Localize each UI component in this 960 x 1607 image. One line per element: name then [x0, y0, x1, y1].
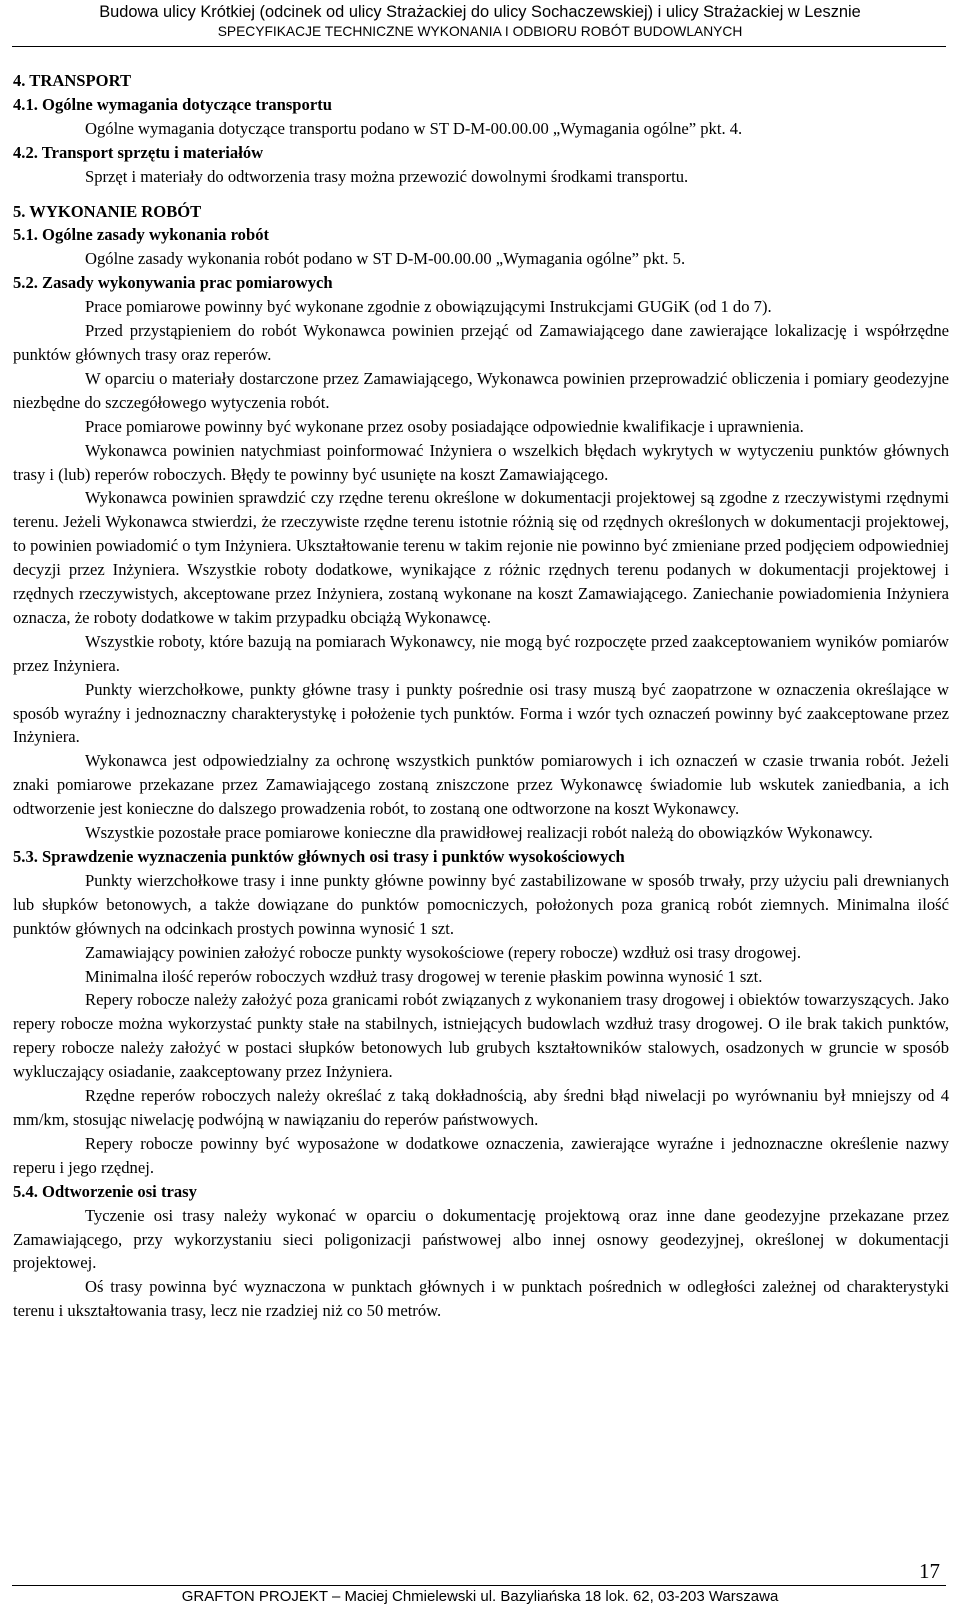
body-paragraph: Tyczenie osi trasy należy wykonać w oparciu o dokumentację projektową oraz inne dane geodezyjne przekazane przez Zamawiającego, przy wykorzystaniu sieci poligonizacji państwowej albo innej osnowy geodezyjnej, określonej w dokumentacji projektowej.	[13, 1205, 949, 1273]
section-heading: 4.2. Transport sprzętu i materiałów	[13, 142, 264, 162]
section-heading: 5.2. Zasady wykonywania prac pomiarowych	[13, 273, 333, 293]
body-line: Sprzęt i materiały do odtworzenia trasy można przewozić dowolnymi środkami transportu.	[85, 166, 689, 186]
body-paragraph: Repery robocze powinny być wyposażone w dodatkowe oznaczenia, zawierające wyraźne i jednoznaczne określenie nazwy reperu i jego rzędnej.	[13, 1133, 949, 1177]
body-paragraph: W oparciu o materiały dostarczone przez Zamawiającego, Wykonawca powinien przeprowadzić obliczenia i pomiary geodezyjne niezbędne do szczegółowego wytyczenia robót.	[13, 368, 949, 412]
document-subtitle: SPECYFIKACJE TECHNICZNE WYKONANIA I ODBIORU ROBÓT BUDOWLANYCH	[217, 24, 743, 39]
section-heading: 5.3. Sprawdzenie wyznaczenia punktów głównych osi trasy i punktów wysokościowych	[13, 847, 625, 866]
section-heading: 5. WYKONANIE ROBÓT	[13, 201, 202, 221]
body-paragraph: Wykonawca powinien sprawdzić czy rzędne terenu określone w dokumentacji projektowej są zgodne z rzeczywistymi rzędnymi terenu. Jeżeli Wykonawca stwierdzi, że rzeczywiste rzędne terenu istotnie różnią się od rzędnych określonych w dokumentacji projektowej, to powinien powiadomić o tym Inżyniera. Ukształtowanie terenu w takim rejonie nie powinno być zmieniane przed podjęciem odpowiedniej decyzji przez Inżyniera. Wszystkie roboty dodatkowe, wynikające z różnic rzędnych terenu podanych w dokumentacji projektowej i rzędnych rzeczywistych, akceptowane przez Inżyniera, zostaną wykonane na koszt Zamawiającego. Zaniechanie powiadomienia Inżyniera oznacza, że roboty dodatkowe w takim przypadku obciążą Wykonawcę.	[13, 488, 949, 627]
body-paragraph: Minimalna ilość reperów roboczych wzdłuż trasy drogowej w terenie płaskim powinna wynosić 1 szt.	[85, 966, 763, 986]
section-heading: 4. TRANSPORT	[13, 71, 132, 90]
body-paragraph: Wykonawca powinien natychmiast poinformować Inżyniera o wszelkich błędach wykrytych w wytyczeniu punktów głównych trasy i (lub) reperów roboczych. Błędy te powinny być usunięte na koszt Zamawiającego.	[13, 440, 949, 484]
body-paragraph: Wszystkie roboty, które bazują na pomiarach Wykonawcy, nie mogą być rozpoczęte przed zaakceptowaniem wyników pomiarów przez Inżyniera.	[13, 631, 949, 675]
body-paragraph: Oś trasy powinna być wyznaczona w punktach głównych i w punktach pośrednich w odległości zależnej od charakterystyki terenu i ukształtowania trasy, lecz nie rzadziej niż co 50 metrów.	[13, 1277, 949, 1321]
page-header	[0, 0, 960, 41]
body-paragraph: Przed przystąpieniem do robót Wykonawca powinien przejąć od Zamawiającego dane zawierające lokalizację i współrzędne punktów głównych trasy oraz reperów.	[13, 321, 949, 364]
body-paragraph: Punkty wierzchołkowe, punkty główne trasy i punkty pośrednie osi trasy muszą być zaopatrzone w oznaczenia określające w sposób wyraźny i jednoznaczny charakterystykę i położenie tych punktów. Forma i wzór tych oznaczeń powinny być zaakceptowane przez Inżyniera.	[13, 679, 949, 747]
page-footer: GRAFTON PROJEKT – Maciej Chmielewski ul. Bazyliańska 18 lok. 62, 03-203 Warszawa	[181, 1588, 779, 1605]
body-paragraph: Punkty wierzchołkowe trasy i inne punkty główne powinny być zastabilizowane w sposób trwały, przy użyciu pali drewnianych lub słupków betonowych, a także dowiązane do punktów pomocniczych, położonych poza granicą robót ziemnych. Minimalna ilość punktów głównych na odcinkach prostych powinna wynosić 1 szt.	[13, 870, 949, 938]
footer-divider	[12, 1585, 946, 1586]
section-heading: 4.1. Ogólne wymagania dotyczące transportu	[13, 94, 332, 114]
page-number: 17	[919, 1559, 940, 1583]
body-line: Ogólne zasady wykonania robót podano w ST D-M-00.00.00 „Wymagania ogólne” pkt. 5.	[85, 249, 686, 269]
body-paragraph: Prace pomiarowe powinny być wykonane przez osoby posiadające odpowiednie kwalifikacje i uprawnienia.	[85, 416, 804, 436]
body-line: Prace pomiarowe powinny być wykonane zgodnie z obowiązującymi Instrukcjami GUGiK (od 1 do 7).	[85, 297, 772, 317]
section-heading: 5.1. Ogólne zasady wykonania robót	[13, 225, 270, 245]
section-heading: 5.4. Odtworzenie osi trasy	[13, 1181, 197, 1201]
document-title: Budowa ulicy Krótkiej (odcinek od ulicy Strażackiej do ulicy Sochaczewskiej) i ulicy Strażackiej w Lesznie	[99, 3, 861, 21]
body-paragraph: Rzędne reperów roboczych należy określać z taką dokładnością, aby średni błąd niwelacji po wyrównaniu był mniejszy od 4 mm/km, stosując niwelację podwójną w nawiązaniu do reperów państwowych.	[13, 1086, 949, 1129]
body-paragraph: Wszystkie pozostałe prace pomiarowe konieczne dla prawidłowej realizacji robót należą do obowiązków Wykonawcy.	[85, 823, 873, 843]
body-paragraph: Wykonawca jest odpowiedzialny za ochronę wszystkich punktów pomiarowych i ich oznaczeń w czasie trwania robót. Jeżeli znaki pomiarowe przekazane przez Zamawiającego zostaną zniszczone przez Wykonawcę świadomie lub wskutek zaniedbania, a ich odtworzenie jest konieczne do dalszego prowadzenia robót, to zostaną one odtworzone na koszt Wykonawcy.	[13, 751, 949, 819]
document-body	[13, 69, 949, 1323]
body-line: Ogólne wymagania dotyczące transportu podano w ST D-M-00.00.00 „Wymagania ogólne” pkt. 4.	[85, 118, 743, 138]
header-divider	[12, 46, 946, 47]
body-paragraph: Zamawiający powinien założyć robocze punkty wysokościowe (repery robocze) wzdłuż osi trasy drogowej.	[85, 942, 802, 962]
body-paragraph: Repery robocze należy założyć poza granicami robót związanych z wykonaniem trasy drogowej i obiektów towarzyszących. Jako repery robocze można wykorzystać punkty stałe na stabilnych, istniejących budowlach wzdłuż trasy drogowej. O ile brak takich punktów, repery robocze należy założyć w postaci słupków betonowych lub grubych kształtowników stalowych, osadzonych w gruncie w sposób wykluczający osiadanie, zaakceptowany przez Inżyniera.	[13, 990, 949, 1082]
